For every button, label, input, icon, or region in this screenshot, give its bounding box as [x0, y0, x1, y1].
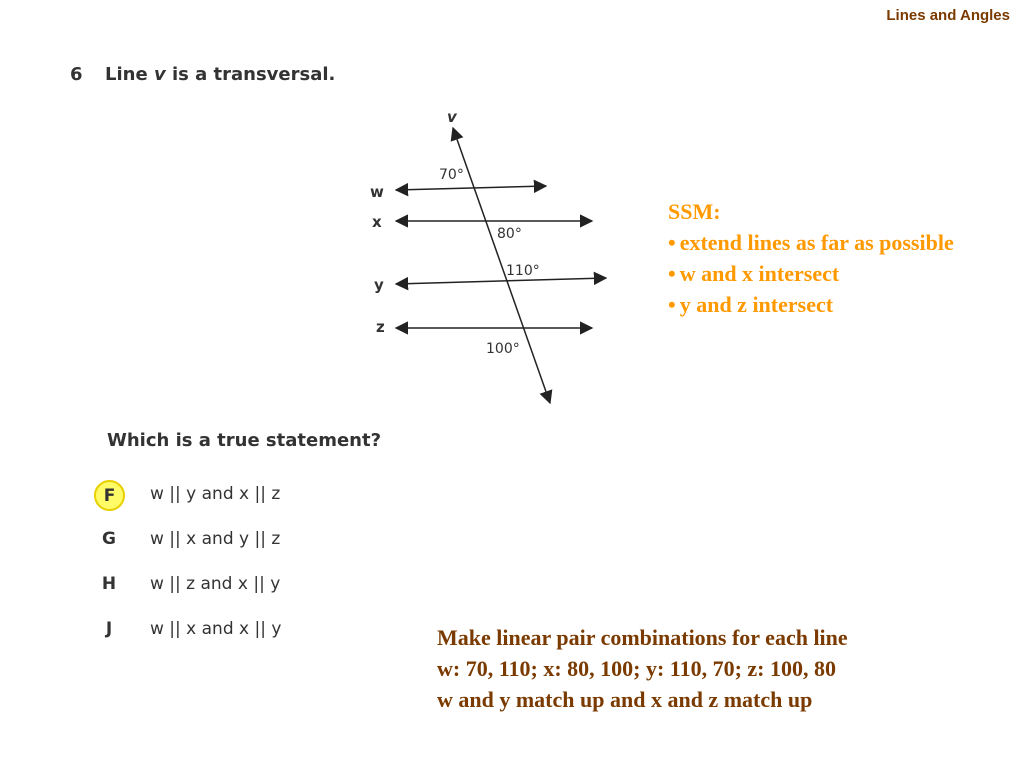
choice-letter: J	[105, 619, 113, 639]
prompt-text-post: is a transversal.	[165, 64, 336, 85]
transversal-diagram	[360, 100, 620, 410]
ssm-hint	[668, 196, 954, 320]
question-number: 6	[70, 64, 83, 85]
angle-z: 100°	[486, 341, 520, 357]
choice-letter: G	[102, 529, 116, 549]
angle-x: 80°	[497, 226, 522, 242]
choice-statement: w || x and y || z	[150, 529, 281, 549]
choice-letter-selected: F	[94, 480, 125, 511]
solution-note	[437, 622, 848, 715]
note-line: Make linear pair combinations for each line	[437, 625, 848, 650]
line-y	[396, 278, 606, 284]
line-y-label: y	[374, 276, 384, 294]
line-x-label: x	[372, 213, 382, 231]
line-w	[396, 186, 546, 190]
ssm-list	[668, 227, 954, 320]
choice-j[interactable]	[94, 614, 414, 646]
choice-f[interactable]	[94, 479, 414, 511]
slide-title: Lines and Angles	[886, 7, 1010, 24]
angle-y: 110°	[506, 263, 540, 279]
prompt-text-pre: Line	[105, 64, 154, 85]
choice-g[interactable]	[94, 524, 414, 556]
note-line: w: 70, 110; x: 80, 100; y: 110, 70; z: 100, 80	[437, 656, 837, 681]
ssm-bullet: • y and z intersect	[668, 289, 954, 320]
note-line: w and y match up and x and z match up	[437, 687, 813, 712]
question-text: Which is a true statement?	[107, 430, 382, 451]
choice-statement: w || x and x || y	[150, 619, 282, 639]
line-z-label: z	[376, 318, 385, 336]
choice-letter: H	[101, 574, 117, 594]
ssm-title: SSM:	[668, 199, 721, 224]
choice-h[interactable]	[94, 569, 414, 601]
ssm-bullet: • w and x intersect	[668, 258, 954, 289]
ssm-bullet: • extend lines as far as possible	[668, 227, 954, 258]
choice-statement: w || y and x || z	[150, 484, 281, 504]
angle-w: 70°	[439, 167, 464, 183]
prompt-variable: v	[153, 64, 166, 85]
transversal-label: v	[447, 108, 457, 126]
choice-statement: w || z and x || y	[150, 574, 281, 594]
line-w-label: w	[370, 183, 384, 201]
question-prompt	[105, 64, 335, 85]
